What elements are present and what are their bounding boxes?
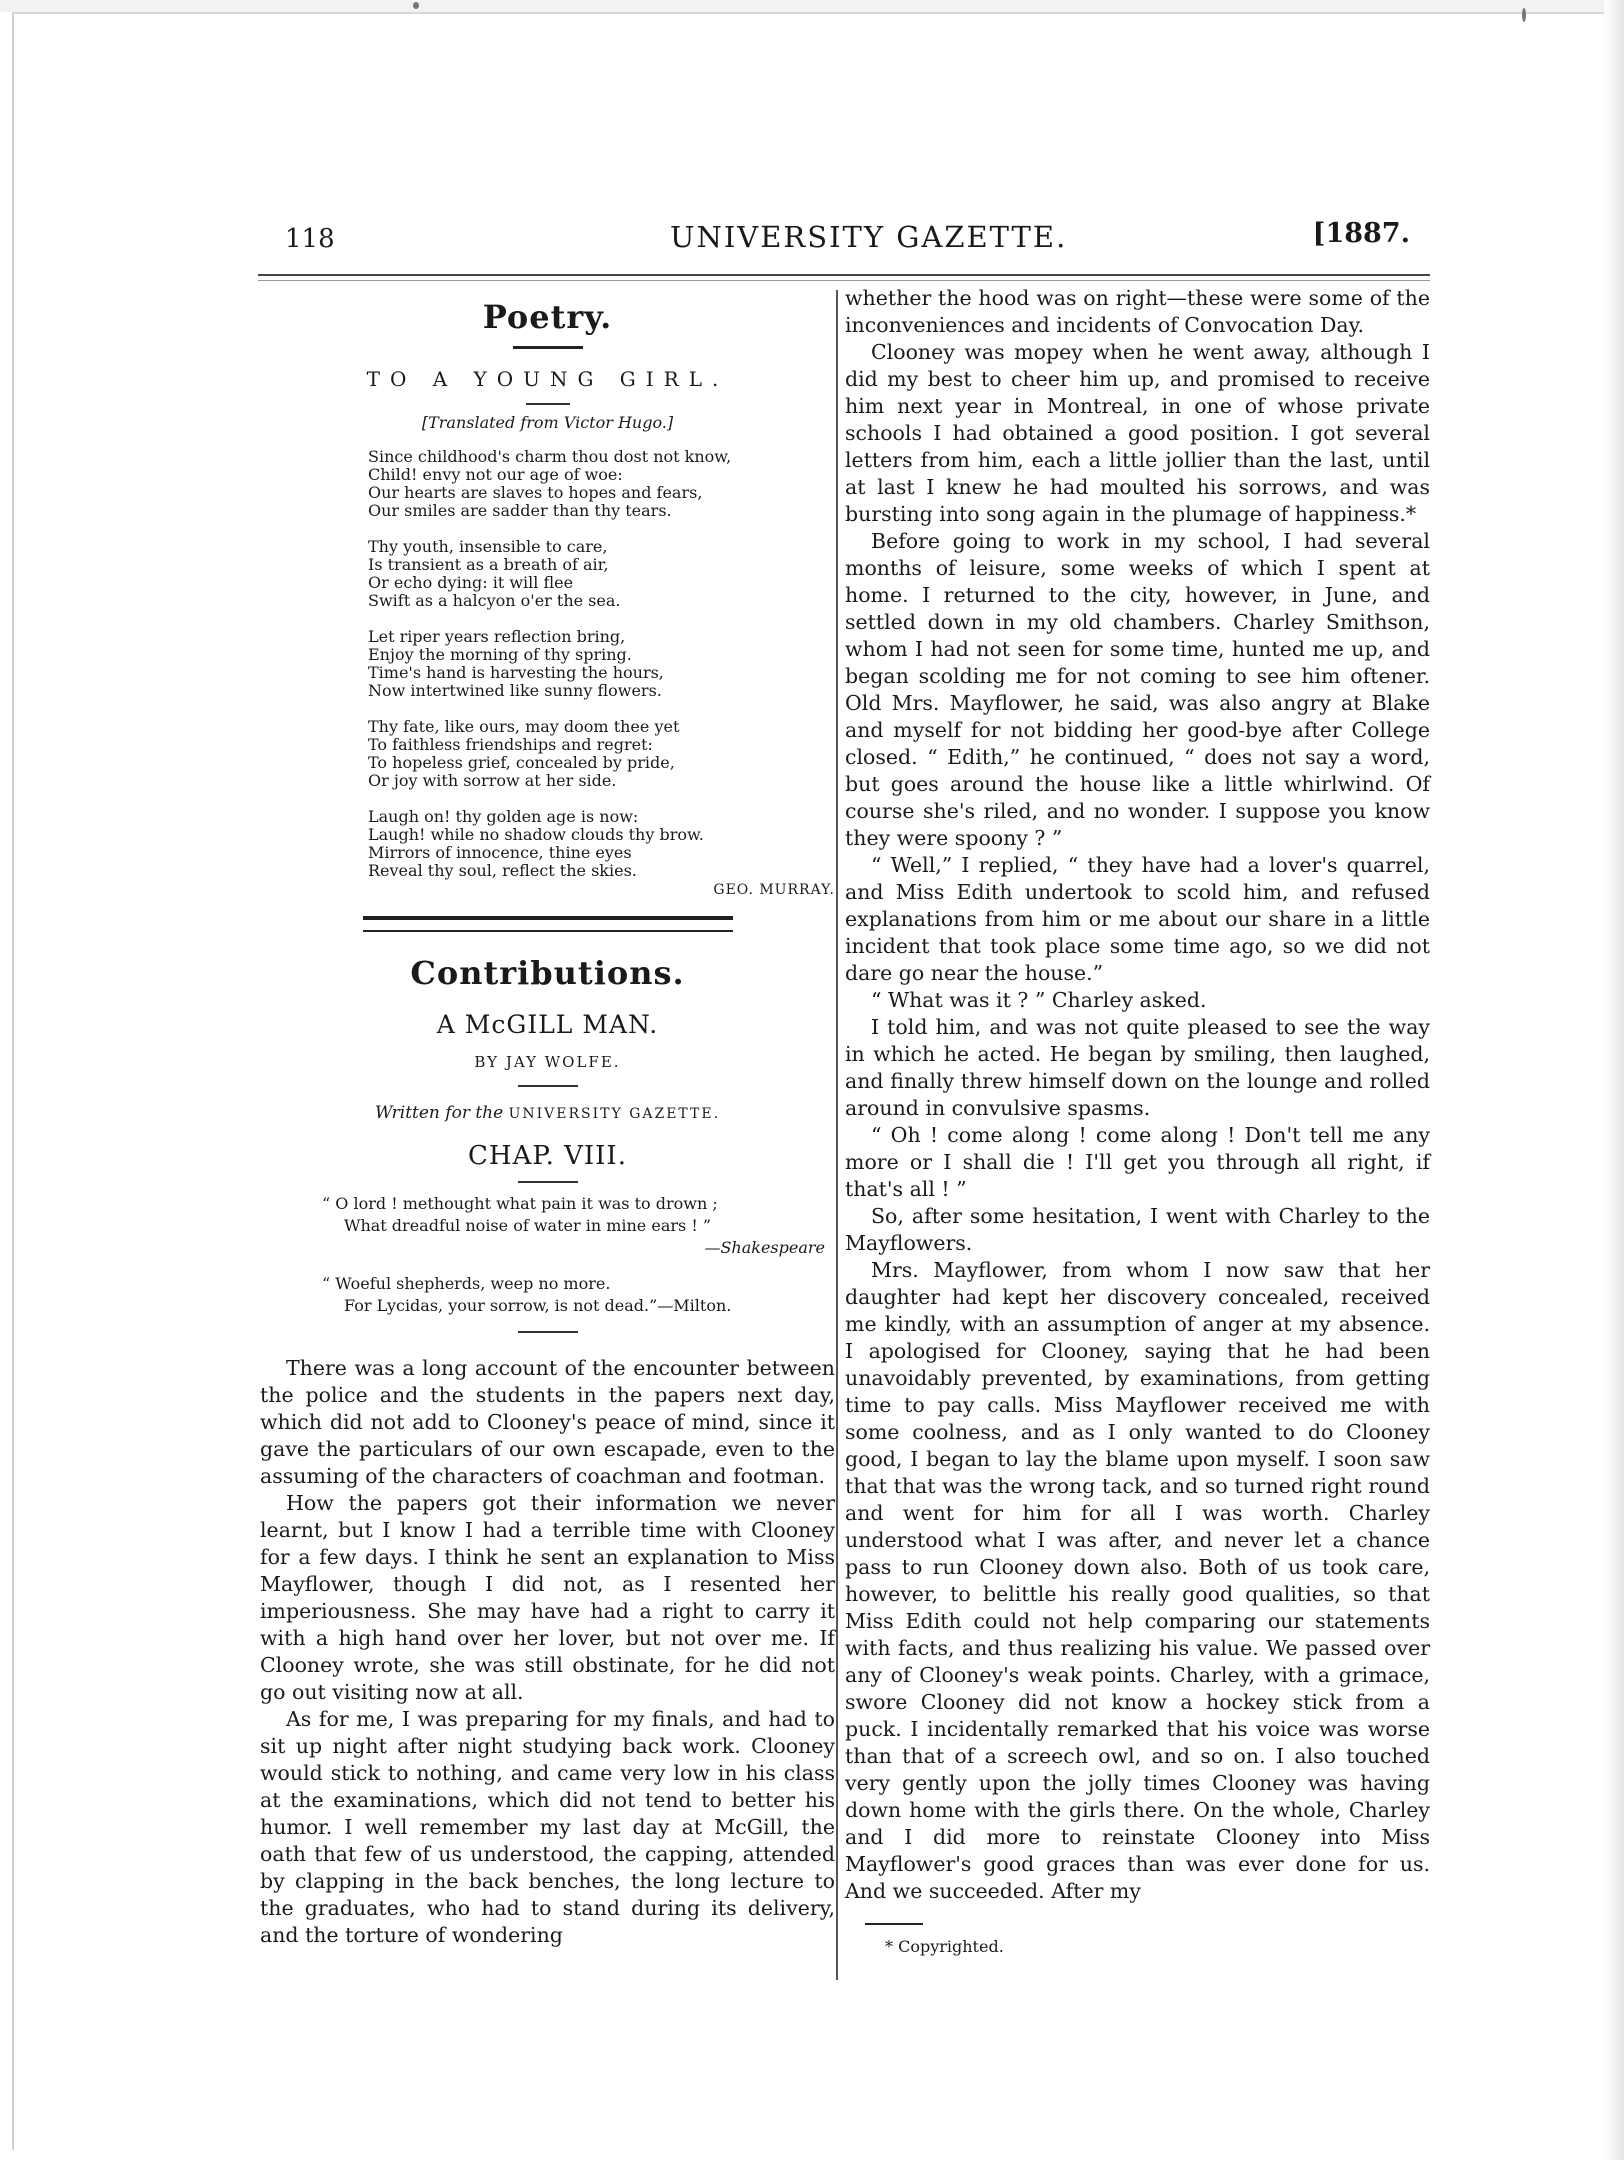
- section-title-poetry: Poetry.: [482, 298, 613, 336]
- poem-line: Laugh on! thy golden age is now:: [368, 807, 639, 826]
- poem-line: Enjoy the morning of thy spring.: [368, 645, 632, 664]
- paragraph: How the papers got their information we never learnt, but I know I had a terrible time with Clooney for a few days. I think he sent an explanation to Miss Mayflower, though I did not, as I resented her imperiousness. She may have had a right to carry it with a high hand over her lover, but not over me. If Clooney wrote, she was still obstinate, for he did not go out visiting now at all.: [260, 1491, 835, 1704]
- translated-note: [Translated from Victor Hugo.]: [421, 413, 674, 432]
- story-title: A McGILL MAN.: [436, 1010, 659, 1039]
- poem-line: Thy youth, insensible to care,: [368, 537, 608, 556]
- chapter-heading: CHAP. VIII.: [468, 1141, 627, 1171]
- epigraph-line: For Lycidas, your sorrow, is not dead.”—Milton.: [344, 1296, 732, 1315]
- poem-line: Our smiles are sadder than thy tears.: [368, 501, 672, 520]
- section-rule: [513, 346, 583, 349]
- epigraph-line: What dreadful noise of water in mine ears ! ”: [344, 1216, 712, 1235]
- section-divider: [363, 916, 733, 920]
- footnote: * Copyrighted.: [885, 1937, 1004, 1956]
- publication-title: UNIVERSITY GAZETTE.: [670, 220, 1068, 254]
- poem-line: Our hearts are slaves to hopes and fears,: [368, 483, 703, 502]
- page-number: 118: [285, 224, 335, 254]
- paragraph: I told him, and was not quite pleased to see the way in which he acted. He began by smiling, then laughed, and finally threw himself down on the lounge and rolled around in convulsive spasms.: [845, 1015, 1430, 1120]
- epigraph-rule: [518, 1331, 578, 1333]
- page-header: [265, 212, 1430, 262]
- poem-line: Let riper years reflection bring,: [368, 627, 626, 646]
- poem-line: Time's hand is harvesting the hours,: [368, 663, 664, 682]
- paragraph: “ Oh ! come along ! come along ! Don't tell me any more or I shall die ! I'll get you through all right, if that's all ! ”: [845, 1123, 1430, 1201]
- paragraph: There was a long account of the encounter between the police and the students in the papers next day, which did not add to Clooney's peace of mind, since it gave the particulars of our own escapade, even to the assuming of the characters of coachman and footman.: [260, 1356, 835, 1488]
- poem-title: TO A YOUNG GIRL.: [366, 367, 729, 391]
- poem-stanza: [368, 538, 835, 610]
- poem-signature: GEO. MURRAY.: [713, 882, 835, 898]
- poem-stanza: [368, 718, 835, 790]
- header-rule: [258, 274, 1430, 276]
- header-rule-thin: [258, 280, 1430, 281]
- poem-line: Reveal thy soul, reflect the skies.: [368, 861, 637, 880]
- left-column: [260, 290, 835, 1949]
- poem-line: Mirrors of innocence, thine eyes: [368, 843, 632, 862]
- epigraph-attribution: —Shakespeare: [704, 1238, 825, 1257]
- paragraph: Before going to work in my school, I had several months of leisure, some weeks of which I spent at home. I returned to the city, however, in June, and settled down in my old chambers. Charley Smithson, whom I had not seen for some time, hunted me up, and began scolding me for not coming to see him oftener. Old Mrs. Mayflower, he said, was also angry at Blake and myself for not bidding her good-bye after College closed. “ Edith,” he continued, “ does not say a word, but goes around the house like a little whirlwind. Of course she's riled, and no wonder. I suppose you know they were spoony ? ”: [845, 529, 1430, 850]
- poem-line: Laugh! while no shadow clouds thy brow.: [368, 825, 704, 844]
- paragraph: Mrs. Mayflower, from whom I now saw that her daughter had kept her discovery concealed, received me kindly, with an assumption of anger at my absence. I apologised for Clooney, saying that he had been unavoidably prevented, by examinations, from getting time to pay calls. Miss Mayflower received me with some coolness, and as I only wanted to do Clooney good, I began to lay the blame upon myself. I soon saw that that was the wrong tack, and so turned right round and went for him for all I was worth. Charley understood what I was after, and never let a chance pass to run Clooney down also. Both of us took care, however, to belittle his really good qualities, so that Miss Edith could not help comparing our statements with facts, and thus realizing his value. We passed over any of Clooney's weak points. Charley, with a grimace, swore Clooney did not know a hockey stick from a puck. I incidentally remarked that his voice was worse than that of a screech owl, and so on. I also touched very gently upon the jolly times Clooney was having down home with the girls there. On the whole, Charley and I did more to reinstate Clooney into Miss Mayflower's good graces than was ever done for us. And we succeeded. After my: [845, 1258, 1430, 1903]
- byline-rule: [518, 1085, 578, 1087]
- footnote-rule: [865, 1923, 923, 1925]
- poem-line: Or echo dying: it will flee: [368, 573, 574, 592]
- poem-line: To faithless friendships and regret:: [368, 735, 653, 754]
- poem-stanza: [368, 808, 835, 880]
- poem-line: To hopeless grief, concealed by pride,: [368, 753, 675, 772]
- scan-speck: [1522, 8, 1526, 22]
- paragraph: So, after some hesitation, I went with Charley to the Mayflowers.: [845, 1204, 1430, 1255]
- section-divider-thin: [363, 930, 733, 932]
- right-column: [845, 285, 1430, 1956]
- chapter-rule: [518, 1181, 578, 1183]
- written-for-label: Written for the: [374, 1103, 504, 1123]
- paragraph: Clooney was mopey when he went away, although I did my best to cheer him up, and promised to receive him next year in Montreal, in one of whose private schools I had obtained a good position. I got several letters from him, each a little jollier than the last, until at last I knew he had moulted his sorrows, and was bursting into song again in the plumage of happiness.*: [845, 340, 1430, 526]
- written-for-note: [260, 1103, 835, 1123]
- paragraph: “ Well,” I replied, “ they have had a lover's quarrel, and Miss Edith undertook to scold him, and refused explanations from him or me about our share in a little incident that took place some time ago, so we did not dare go near the house.”: [845, 853, 1430, 985]
- poem-line: Thy fate, like ours, may doom thee yet: [368, 717, 680, 736]
- poem-line: Since childhood's charm thou dost not know,: [368, 447, 732, 466]
- column-divider: [836, 290, 838, 1980]
- written-for-publication: UNIVERSITY GAZETTE.: [508, 1106, 721, 1122]
- scan-top-edge: [0, 0, 1624, 12]
- epigraph: [322, 1193, 835, 1317]
- poem-line: Is transient as a breath of air,: [368, 555, 609, 574]
- epigraph-line: “ O lord ! methought what pain it was to drown ;: [322, 1194, 718, 1213]
- poem-stanza: [368, 628, 835, 700]
- paragraph: As for me, I was preparing for my finals, and had to sit up night after night studying back work. Clooney would stick to nothing, and came very low in his class at the examinations, which did not tend to better his humor. I well remember my last day at McGill, the oath that few of us understood, the capping, attended by clapping in the back benches, the long lecture to the graduates, who had to stand during its delivery, and the torture of wondering: [260, 1707, 835, 1947]
- poem-rule: [526, 403, 570, 405]
- poem-line: Or joy with sorrow at her side.: [368, 771, 617, 790]
- section-title-contributions: Contributions.: [410, 954, 685, 992]
- scan-speck: [413, 2, 419, 9]
- epigraph-line: “ Woeful shepherds, weep no more.: [322, 1274, 611, 1293]
- story-byline: BY JAY WOLFE.: [474, 1053, 621, 1071]
- paragraph: whether the hood was on right—these were some of the inconveniences and incidents of Convocation Day.: [845, 286, 1430, 337]
- publication-year: [1887.: [1312, 218, 1410, 249]
- scan-right-edge: [1604, 0, 1624, 2160]
- poem-line: Child! envy not our age of woe:: [368, 465, 623, 484]
- paragraph: “ What was it ? ” Charley asked.: [871, 988, 1207, 1012]
- poem-line: Now intertwined like sunny flowers.: [368, 681, 662, 700]
- poem-line: Swift as a halcyon o'er the sea.: [368, 591, 621, 610]
- poem-stanza: [368, 448, 835, 520]
